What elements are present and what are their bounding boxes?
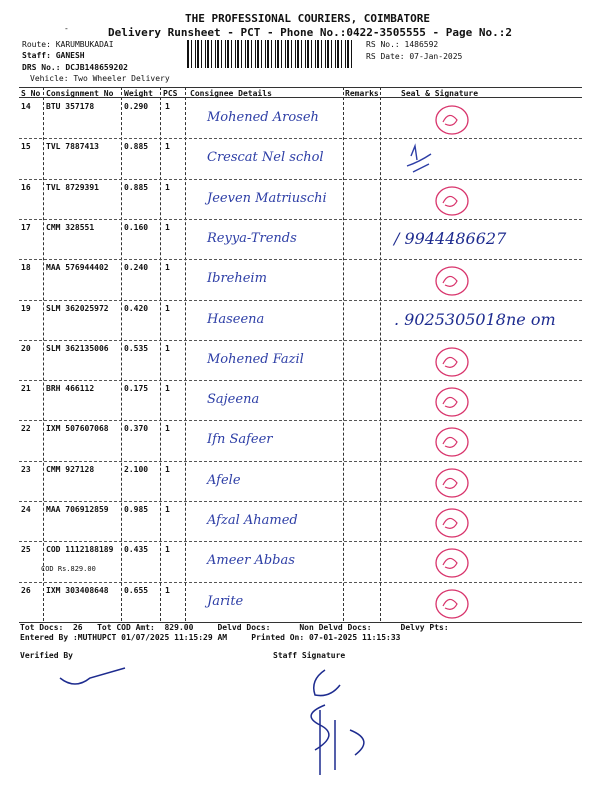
table-row	[19, 541, 582, 581]
row-weight: 0.175	[124, 384, 149, 394]
col-consignee: Consignee Details	[190, 89, 272, 98]
barcode-bar	[325, 40, 326, 68]
consignee-handwriting: Ameer Abbas	[207, 553, 295, 569]
barcode-bar	[345, 40, 346, 68]
consignee-handwriting: Afele	[207, 472, 241, 488]
barcode-bar	[235, 40, 236, 68]
row-pcs: 1	[165, 263, 170, 273]
barcode-bar	[187, 40, 189, 68]
barcode-bar	[335, 40, 336, 68]
barcode-bar	[281, 40, 282, 68]
col-sno: S No	[21, 89, 41, 98]
route-label: Route: KARUMBUKADAI	[22, 40, 114, 49]
row-sno: 16	[21, 182, 31, 192]
seal-stamp	[429, 463, 475, 503]
row-consignment: MAA 576944402	[46, 263, 109, 273]
barcode-bar	[221, 40, 222, 68]
row-pcs: 1	[165, 585, 170, 595]
company-title: THE PROFESSIONAL COURIERS, COIMBATORE	[185, 12, 431, 25]
table-row	[19, 501, 582, 541]
rs-date: RS Date: 07-Jan-2025	[366, 52, 463, 61]
seal-stamp	[429, 261, 475, 301]
row-sno: 17	[21, 222, 31, 232]
barcode-bar	[347, 40, 349, 68]
row-consignment: IXM 303408648	[46, 585, 109, 595]
col-remarks: Remarks	[345, 89, 379, 98]
row-consignment: COD 1112188189	[46, 545, 114, 555]
barcode-bar	[257, 40, 259, 68]
row-sno: 14	[21, 102, 31, 111]
consignee-handwriting: Jarite	[207, 593, 244, 609]
consignee-handwriting: Afzal Ahamed	[207, 513, 298, 528]
cod-amount: COD Rs.829.00	[41, 565, 96, 574]
row-pcs: 1	[165, 222, 170, 232]
row-weight: 0.370	[124, 424, 149, 434]
table-row	[19, 98, 582, 138]
barcode-bar	[197, 40, 199, 68]
barcode-bar	[227, 40, 229, 68]
row-weight: 2.100	[124, 464, 149, 474]
barcode-bar	[337, 40, 339, 68]
col-weight: Weight	[124, 89, 153, 98]
signature-mark	[401, 142, 447, 182]
row-weight: 0.240	[124, 263, 149, 273]
row-consignment: BTU 357178	[46, 102, 95, 111]
table-row	[19, 582, 582, 622]
barcode-bar	[285, 40, 286, 68]
consignee-handwriting: Reyya-Trends	[207, 230, 297, 246]
barcode-bar	[287, 40, 289, 68]
row-sno: 23	[21, 464, 31, 474]
row-consignment: SLM 362025972	[46, 303, 109, 313]
row-sno: 21	[21, 384, 31, 394]
barcode-bar	[245, 40, 246, 68]
seal-stamp	[429, 100, 475, 140]
drs-label: DRS No.: DCJB148659202	[22, 63, 128, 72]
remark-handwriting: . 9025305018ne om	[394, 309, 556, 329]
entered-line: Entered By :MUTHUPCT 01/07/2025 11:15:29 AM Printed On: 07-01-2025 11:15:33	[20, 633, 401, 642]
row-sno: 24	[21, 505, 31, 514]
row-sno: 22	[21, 424, 31, 434]
row-pcs: 1	[165, 142, 170, 152]
barcode-bar	[267, 40, 269, 68]
seal-stamp	[429, 543, 475, 583]
barcode-bar	[261, 40, 262, 68]
row-pcs: 1	[165, 102, 170, 111]
barcode-bar	[265, 40, 266, 68]
seal-stamp	[429, 503, 475, 543]
barcode-bar	[255, 40, 256, 68]
verified-by-label: Verified By	[20, 651, 73, 660]
row-weight: 0.435	[124, 545, 149, 555]
consignee-handwriting: Ifn Safeer	[207, 432, 273, 448]
row-pcs: 1	[165, 303, 170, 313]
row-consignment: BRH 466112	[46, 384, 95, 394]
row-sno: 15	[21, 142, 31, 152]
seal-stamp	[429, 422, 475, 462]
table-row	[19, 179, 582, 219]
barcode-bar	[207, 40, 209, 68]
barcode-bar	[305, 40, 306, 68]
row-consignment: CMM 328551	[46, 222, 95, 232]
table-row	[19, 380, 582, 420]
barcode-bar	[195, 40, 196, 68]
table-row	[19, 340, 582, 380]
row-pcs: 1	[165, 424, 170, 434]
row-consignment: MAA 706912859	[46, 505, 109, 514]
consignee-handwriting: Crescat Nel schol	[207, 150, 324, 166]
row-pcs: 1	[165, 384, 170, 394]
seal-stamp	[429, 342, 475, 382]
barcode	[187, 40, 355, 68]
barcode-bar	[225, 40, 226, 68]
staff-signature	[295, 660, 395, 780]
barcode-bar	[311, 40, 312, 68]
barcode-bar	[251, 40, 252, 68]
barcode-bar	[271, 40, 272, 68]
barcode-bar	[327, 40, 329, 68]
row-weight: 0.655	[124, 585, 149, 595]
barcode-bar	[351, 40, 352, 68]
table-row	[19, 259, 582, 299]
barcode-bar	[317, 40, 319, 68]
col-seal: Seal & Signature	[401, 89, 479, 98]
rs-no: RS No.: 1486592	[366, 40, 439, 49]
barcode-bar	[307, 40, 309, 68]
row-consignment: TVL 8729391	[46, 182, 99, 192]
barcode-bar	[321, 40, 322, 68]
remark-handwriting: / 9944486627	[394, 228, 507, 248]
row-sno: 19	[21, 303, 31, 313]
seal-stamp	[429, 181, 475, 221]
vehicle-label: Vehicle: Two Wheeler Delivery	[30, 74, 170, 83]
row-sno: 20	[21, 343, 31, 353]
barcode-bar	[205, 40, 206, 68]
barcode-bar	[295, 40, 296, 68]
staff-label: Staff: GANESH	[22, 51, 85, 60]
table-row	[19, 461, 582, 501]
row-weight: 0.160	[124, 222, 149, 232]
row-weight: 0.885	[124, 142, 149, 152]
runsheet-subtitle: Delivery Runsheet - PCT - Phone No.:0422-3505555 - Page No.:2	[108, 26, 512, 39]
header-mark: -	[64, 24, 69, 33]
table-row	[19, 300, 582, 340]
consignee-handwriting: Sajeena	[207, 392, 260, 408]
totals-line: Tot Docs: 26 Tot COD Amt: 829.00 Delvd Docs: Non Delvd Docs: Delvy Pts:	[20, 623, 449, 632]
verifier-signature	[55, 660, 135, 690]
col-consignment: Consignment No	[46, 89, 114, 98]
row-weight: 0.535	[124, 343, 149, 353]
barcode-bar	[217, 40, 219, 68]
barcode-bar	[215, 40, 216, 68]
consignee-handwriting: Mohened Aroseh	[207, 110, 319, 125]
seal-stamp	[429, 584, 475, 624]
row-consignment: IXM 507607068	[46, 424, 109, 434]
row-pcs: 1	[165, 182, 170, 192]
row-sno: 18	[21, 263, 31, 273]
barcode-bar	[201, 40, 202, 68]
table-row	[19, 219, 582, 259]
row-consignment: TVL 7887413	[46, 142, 99, 152]
row-consignment: SLM 362135006	[46, 343, 109, 353]
barcode-bar	[241, 40, 242, 68]
row-weight: 0.420	[124, 303, 149, 313]
barcode-bar	[191, 40, 192, 68]
row-pcs: 1	[165, 343, 170, 353]
consignee-handwriting: Ibreheim	[207, 271, 267, 287]
staff-signature-label: Staff Signature	[273, 651, 346, 660]
barcode-bar	[315, 40, 316, 68]
row-sno: 26	[21, 585, 31, 595]
barcode-bar	[301, 40, 302, 68]
consignee-handwriting: Mohened Fazil	[207, 351, 304, 367]
barcode-bar	[291, 40, 292, 68]
barcode-bar	[341, 40, 342, 68]
barcode-bar	[247, 40, 249, 68]
row-sno: 25	[21, 545, 31, 555]
row-pcs: 1	[165, 505, 170, 514]
seal-stamp	[429, 382, 475, 422]
row-pcs: 1	[165, 545, 170, 555]
barcode-bar	[231, 40, 232, 68]
row-weight: 0.985	[124, 505, 149, 514]
table-row	[19, 138, 582, 178]
barcode-bar	[331, 40, 332, 68]
row-weight: 0.885	[124, 182, 149, 192]
consignee-handwriting: Jeeven Matriuschi	[207, 190, 327, 206]
barcode-bar	[297, 40, 299, 68]
row-weight: 0.290	[124, 102, 149, 111]
table-row	[19, 420, 582, 460]
barcode-bar	[275, 40, 276, 68]
col-pcs: PCS	[163, 89, 178, 98]
consignee-handwriting: Haseena	[207, 311, 265, 327]
row-consignment: CMM 927128	[46, 464, 95, 474]
row-pcs: 1	[165, 464, 170, 474]
barcode-bar	[237, 40, 239, 68]
barcode-bar	[211, 40, 212, 68]
barcode-bar	[277, 40, 279, 68]
